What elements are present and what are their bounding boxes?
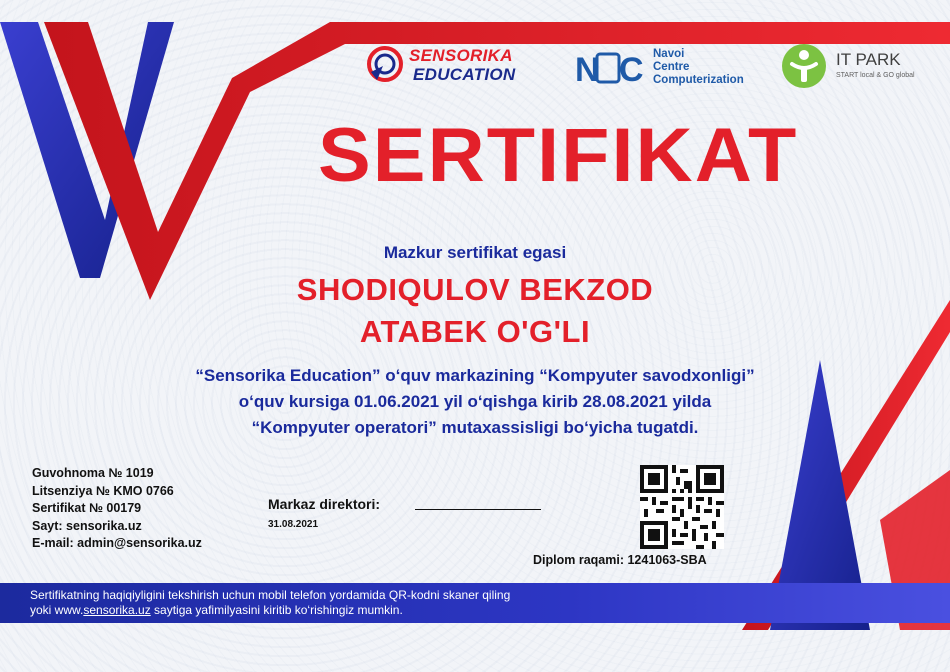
website: Sayt: sensorika.uz [32,518,142,533]
license-number: Guvohnoma № 1019 [32,466,154,480]
sensorika-logo [365,42,530,92]
qr-code-icon [640,465,724,549]
ncc-logo-line: Centre [653,61,690,73]
ncc-logo-text [653,48,744,87]
certificate-number: Sertifikat № 00179 [32,501,142,515]
body-line: o‘quv kursiga 01.06.2021 yil o‘qishga kirib 28.08.2021 yilda [238,392,712,411]
diploma-number: Diplom raqami: 1241063-SBA [533,553,707,567]
footer-line2 [30,603,510,618]
body-line: “Kompyuter operatori” mutaxassisligi bo‘yicha tugatdi. [251,418,699,437]
holder-name-line2: ATABEK O'G'LI [359,314,591,349]
itpark-logo [780,42,940,92]
info-block [32,465,202,553]
itpark-subtitle: START local & GO global [836,72,915,79]
issue-date: 31.08.2021 [268,519,319,530]
ncc-logo [575,46,765,91]
footer-note [30,588,510,618]
license-id: Litsenziya № KMO 0766 [32,483,174,498]
signature-line [415,509,541,510]
footer-website-link[interactable]: sensorika.uz [83,603,151,617]
ncc-logo-line: Navoi [653,48,685,60]
footer-line1: Sertifikatning haqiqiyligini tekshirish uchun mobil telefon yordamida QR-kodni skaner qiling [30,588,511,602]
intro-text: Mazkur sertifikat egasi [383,243,567,262]
certificate-title: SERTIFIKAT [318,113,799,198]
footer-line2-suffix: saytiga yafimilyasini kiritib ko‘rishingiz mumkin. [150,603,403,617]
footer-line2-prefix: yoki www. [30,603,84,617]
sensorika-logo-icon [365,44,405,84]
director-label: Markaz direktori: [268,496,381,512]
itpark-title: IT PARK [836,50,901,69]
svg-text:N: N [575,51,600,88]
holder-name-line1: SHODIQULOV BEKZOD [296,272,654,307]
email: E-mail: admin@sensorika.uz [32,536,202,550]
svg-text:C: C [619,51,644,88]
itpark-logo-icon [780,42,828,90]
sensorika-logo-line2: EDUCATION [413,65,516,84]
ncc-logo-line: Computerization [653,74,744,86]
sensorika-logo-line1: SENSORIKA [409,46,513,65]
ncc-logo-icon [575,48,647,88]
body-line: “Sensorika Education” o‘quv markazining “Kompyuter savodxonligi” [195,366,755,385]
